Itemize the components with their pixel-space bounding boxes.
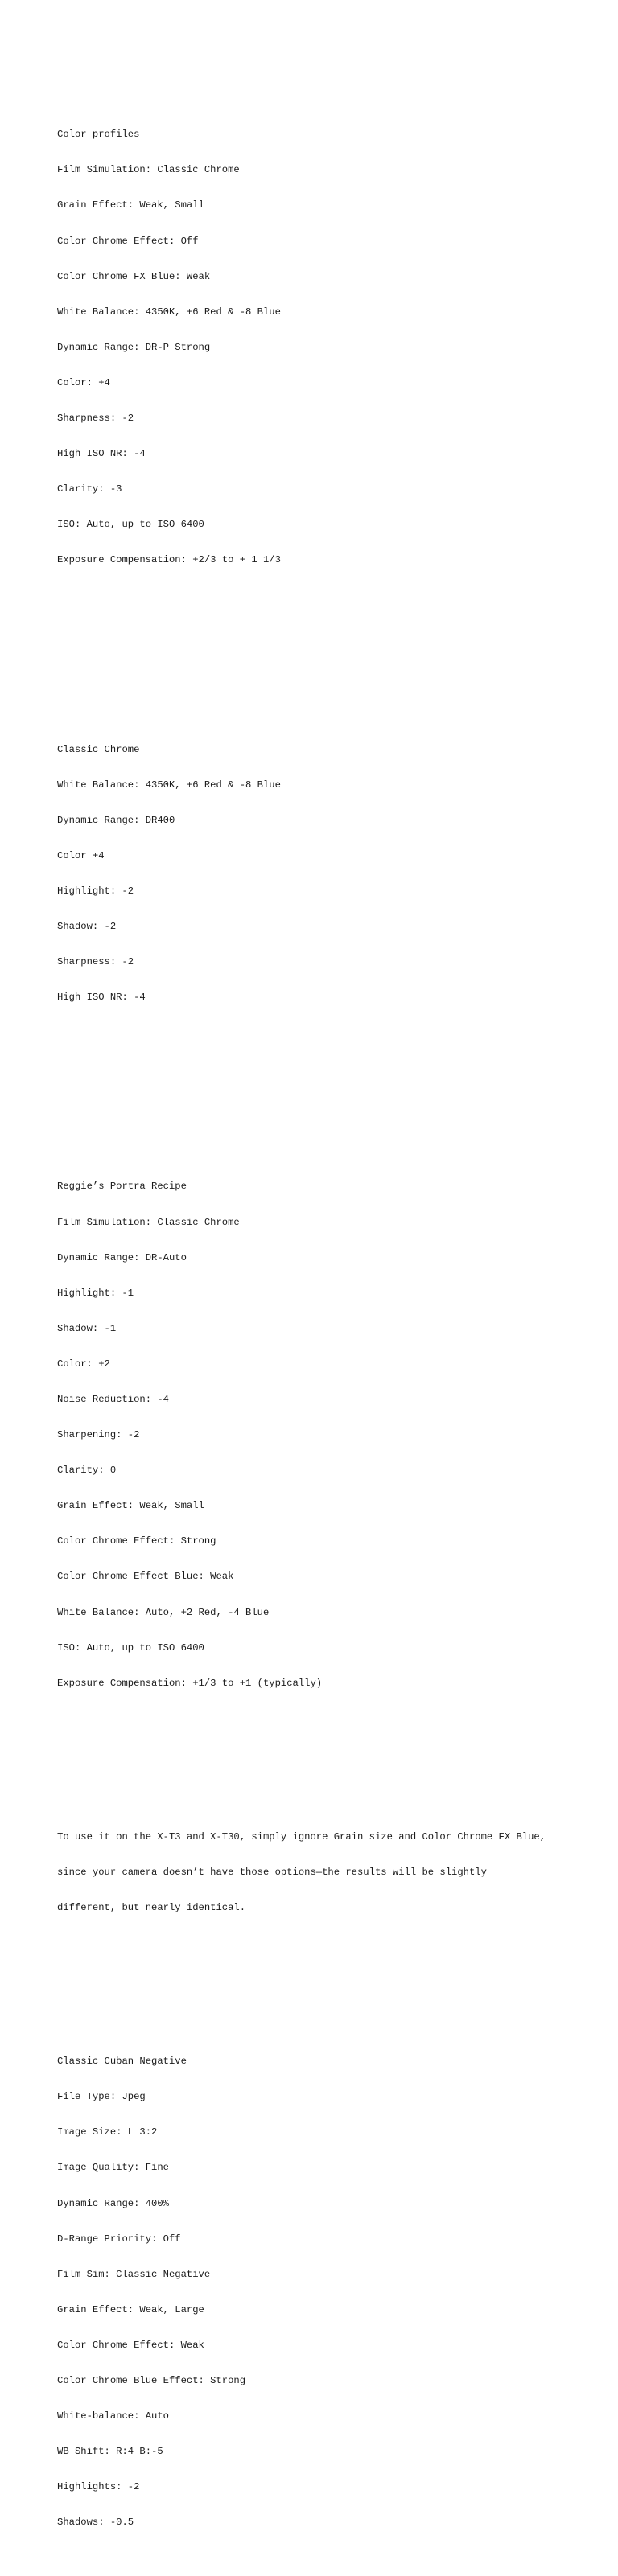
- text-line: Shadow: -1: [57, 1322, 117, 1334]
- text-line: Shadows: -0.5: [57, 2516, 134, 2529]
- section-color-profiles: [57, 105, 604, 590]
- text-line: Color Chrome FX Blue: Weak: [57, 270, 211, 282]
- text-line: Color: +2: [57, 1358, 110, 1370]
- text-line: Highlights: -2: [57, 2481, 140, 2493]
- spacer: [57, 661, 604, 673]
- text-line: Highlight: -1: [57, 1287, 134, 1299]
- text-line: White Balance: 4350K, +6 Red & -8 Blue: [57, 779, 281, 791]
- text-line: D-Range Priority: Off: [57, 2233, 181, 2245]
- text-line: Highlight: -2: [57, 885, 134, 897]
- spacer: [57, 1748, 604, 1760]
- text-line: Color Chrome Effect Blue: Weak: [57, 1571, 234, 1583]
- text-line: Dynamic Range: DR-Auto: [57, 1251, 187, 1263]
- text-line: ISO: Auto, up to ISO 6400: [57, 519, 204, 531]
- text-line: Film Simulation: Classic Chrome: [57, 164, 240, 176]
- paragraph-line: different, but nearly identical.: [57, 1902, 246, 1914]
- section-heading: Color profiles: [57, 129, 140, 141]
- text-line: Color Chrome Effect: Strong: [57, 1535, 216, 1547]
- text-line: Exposure Compensation: +1/3 to +1 (typically): [57, 1677, 323, 1689]
- text-line: Film Simulation: Classic Chrome: [57, 1216, 240, 1228]
- paragraph-line: since your camera doesn’t have those options—the results will be slightly: [57, 1866, 487, 1878]
- text-line: Image Size: L 3:2: [57, 2126, 158, 2138]
- text-line: High ISO NR: -4: [57, 448, 146, 460]
- text-line: Color +4: [57, 849, 105, 861]
- text-line: Dynamic Range: DR400: [57, 814, 175, 826]
- text-line: Noise Reduction: -4: [57, 1393, 169, 1405]
- text-line: Clarity: -3: [57, 483, 122, 495]
- text-line: Grain Effect: Weak, Small: [57, 1500, 204, 1512]
- text-line: Dynamic Range: DR-P Strong: [57, 341, 211, 353]
- text-line: Sharpening: -2: [57, 1429, 140, 1441]
- text-line: Grain Effect: Weak, Large: [57, 2303, 204, 2315]
- text-line: ISO: Auto, up to ISO 6400: [57, 1641, 204, 1654]
- text-line: Color: +4: [57, 376, 110, 388]
- section-classic-chrome: [57, 720, 604, 1027]
- text-line: White-balance: Auto: [57, 2410, 169, 2422]
- text-line: White Balance: 4350K, +6 Red & -8 Blue: [57, 306, 281, 318]
- section-compatibility-note: [57, 1807, 604, 1937]
- spacer: [57, 1062, 604, 1074]
- spacer: [57, 1973, 604, 1985]
- text-line: Color Chrome Effect: Off: [57, 235, 199, 247]
- text-line: Sharpness: -2: [57, 956, 134, 968]
- text-line: WB Shift: R:4 B:-5: [57, 2446, 163, 2458]
- document-page: [57, 58, 604, 2576]
- text-line: Sharpness: -2: [57, 412, 134, 424]
- text-line: Image Quality: Fine: [57, 2162, 169, 2174]
- text-line: Clarity: 0: [57, 1465, 117, 1477]
- text-line: File Type: Jpeg: [57, 2091, 146, 2103]
- section-heading: Classic Chrome: [57, 743, 140, 755]
- section-classic-cuban-negative: [57, 2032, 604, 2553]
- section-heading: Classic Cuban Negative: [57, 2056, 187, 2068]
- spacer: [57, 1099, 604, 1111]
- text-line: Shadow: -2: [57, 921, 117, 933]
- section-reggies-portra-recipe: [57, 1157, 604, 1713]
- paragraph-line: To use it on the X-T3 and X-T30, simply ignore Grain size and Color Chrome FX Blue,: [57, 1830, 546, 1843]
- text-line: White Balance: Auto, +2 Red, -4 Blue: [57, 1606, 270, 1618]
- text-line: Grain Effect: Weak, Small: [57, 199, 204, 212]
- spacer: [57, 626, 604, 638]
- text-line: Exposure Compensation: +2/3 to + 1 1/3: [57, 554, 281, 566]
- section-heading: Reggie’s Portra Recipe: [57, 1181, 187, 1193]
- text-line: High ISO NR: -4: [57, 992, 146, 1004]
- text-line: Color Chrome Blue Effect: Strong: [57, 2374, 246, 2386]
- text-line: Film Sim: Classic Negative: [57, 2268, 211, 2280]
- text-line: Color Chrome Effect: Weak: [57, 2339, 204, 2351]
- text-line: Dynamic Range: 400%: [57, 2197, 169, 2209]
